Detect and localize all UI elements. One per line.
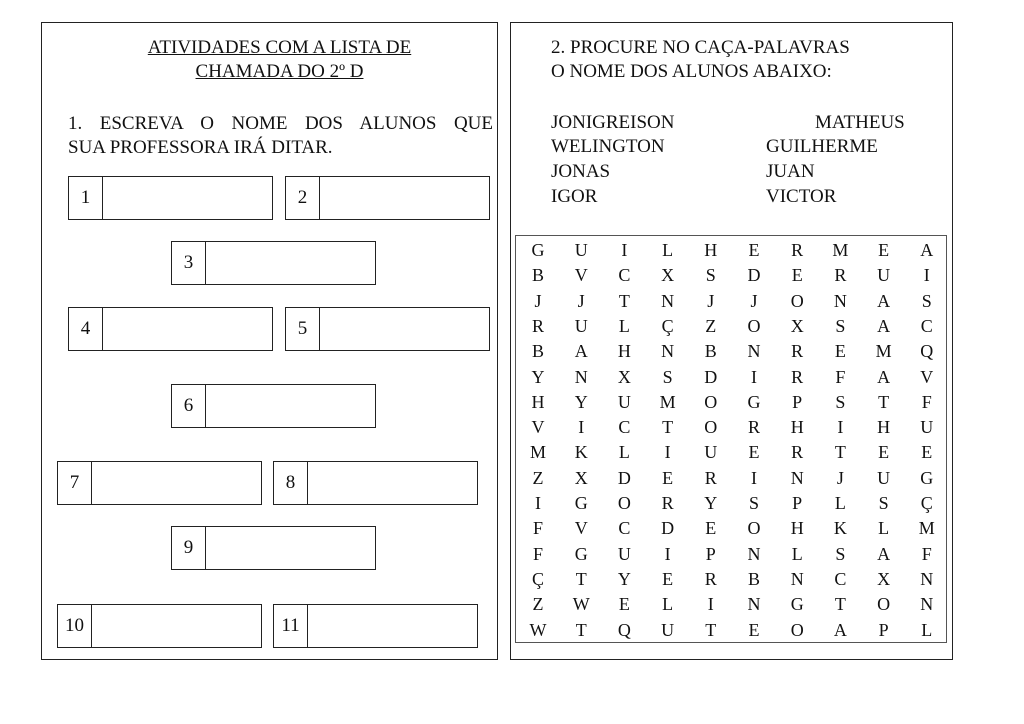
grid-letter[interactable]: R bbox=[704, 467, 717, 488]
answer-field[interactable] bbox=[92, 462, 261, 504]
grid-letter[interactable]: U bbox=[574, 315, 588, 336]
grid-letter[interactable]: J bbox=[750, 290, 758, 311]
grid-letter[interactable]: Z bbox=[532, 594, 544, 615]
grid-letter[interactable]: Y bbox=[617, 568, 631, 589]
student-name: MATHEUS bbox=[815, 112, 905, 133]
grid-letter[interactable]: A bbox=[833, 619, 847, 640]
grid-letter[interactable]: F bbox=[532, 518, 543, 539]
grid-letter[interactable]: G bbox=[574, 493, 588, 513]
grid-letter[interactable]: F bbox=[835, 366, 846, 387]
grid-letter[interactable]: O bbox=[704, 417, 718, 438]
grid-letter[interactable]: S bbox=[662, 366, 673, 387]
answer-field[interactable] bbox=[206, 385, 375, 427]
answer-box bbox=[57, 461, 262, 505]
grid-letter[interactable]: E bbox=[748, 442, 760, 463]
answer-field[interactable] bbox=[206, 242, 375, 284]
grid-letter[interactable]: P bbox=[792, 391, 803, 412]
grid-letter[interactable]: G bbox=[790, 594, 804, 615]
grid-letter[interactable]: Y bbox=[574, 391, 588, 412]
grid-letter[interactable]: R bbox=[747, 417, 760, 438]
grid-letter[interactable]: H bbox=[877, 417, 891, 438]
answer-box-number: 4 bbox=[69, 308, 103, 350]
grid-letter[interactable]: K bbox=[574, 442, 588, 463]
grid-letter[interactable]: O bbox=[704, 391, 718, 412]
answer-box bbox=[273, 461, 478, 505]
grid-letter[interactable]: E bbox=[878, 240, 890, 260]
grid-letter[interactable]: V bbox=[531, 417, 545, 438]
answer-box bbox=[68, 176, 273, 220]
grid-letter[interactable]: I bbox=[923, 265, 930, 286]
grid-letter[interactable]: R bbox=[791, 240, 804, 260]
grid-letter[interactable]: E bbox=[834, 341, 846, 362]
grid-letter[interactable]: E bbox=[748, 240, 760, 260]
grid-letter[interactable]: G bbox=[531, 240, 545, 260]
grid-letter[interactable]: G bbox=[747, 391, 761, 412]
answer-box-number: 7 bbox=[58, 462, 92, 504]
grid-letter[interactable]: T bbox=[834, 594, 846, 615]
grid-letter[interactable]: R bbox=[704, 568, 717, 589]
grid-letter[interactable]: U bbox=[661, 619, 675, 640]
instruction-1-line2: SUA PROFESSORA IRÁ DITAR. bbox=[68, 137, 333, 158]
grid-letter[interactable]: Ç bbox=[920, 493, 933, 513]
instruction-2-line2: O NOME DOS ALUNOS ABAIXO: bbox=[551, 61, 832, 82]
grid-letter[interactable]: H bbox=[790, 518, 804, 539]
answer-box bbox=[171, 241, 376, 285]
grid-letter[interactable]: M bbox=[832, 240, 849, 260]
grid-letter[interactable]: R bbox=[531, 315, 544, 336]
grid-letter[interactable]: A bbox=[574, 341, 588, 362]
grid-letter[interactable]: L bbox=[662, 594, 674, 615]
grid-letter[interactable]: O bbox=[617, 493, 631, 513]
grid-letter[interactable]: S bbox=[835, 391, 846, 412]
grid-letter[interactable]: E bbox=[921, 442, 933, 463]
grid-letter[interactable]: Y bbox=[704, 493, 718, 513]
grid-letter[interactable]: T bbox=[878, 391, 890, 412]
grid-letter[interactable]: U bbox=[704, 442, 718, 463]
grid-letter[interactable]: M bbox=[918, 518, 935, 539]
grid-letter[interactable]: L bbox=[834, 493, 846, 513]
grid-letter[interactable]: I bbox=[535, 493, 541, 513]
grid-letter[interactable]: M bbox=[529, 442, 546, 463]
grid-letter[interactable]: S bbox=[705, 265, 716, 286]
grid-letter[interactable]: T bbox=[662, 417, 674, 438]
grid-letter[interactable]: R bbox=[834, 265, 847, 286]
grid-letter[interactable]: O bbox=[877, 594, 891, 615]
grid-letter[interactable]: B bbox=[704, 341, 717, 362]
grid-letter[interactable]: N bbox=[747, 543, 761, 564]
grid-letter[interactable]: E bbox=[618, 594, 630, 615]
grid-letter[interactable]: U bbox=[617, 391, 631, 412]
grid-letter[interactable]: M bbox=[875, 341, 892, 362]
answer-box-number: 8 bbox=[274, 462, 308, 504]
grid-letter[interactable]: X bbox=[574, 467, 588, 488]
grid-letter[interactable]: E bbox=[662, 568, 674, 589]
grid-letter[interactable]: A bbox=[877, 366, 891, 387]
grid-letter[interactable]: Y bbox=[531, 366, 545, 387]
grid-letter[interactable]: A bbox=[877, 543, 891, 564]
grid-letter[interactable]: L bbox=[791, 543, 803, 564]
answer-box-number: 9 bbox=[172, 527, 206, 569]
grid-letter[interactable]: B bbox=[531, 341, 544, 362]
grid-letter[interactable]: N bbox=[661, 341, 675, 362]
grid-letter[interactable]: B bbox=[747, 568, 760, 589]
grid-letter[interactable]: I bbox=[664, 442, 671, 463]
grid-letter[interactable]: I bbox=[707, 594, 714, 615]
grid-letter[interactable]: N bbox=[661, 290, 675, 311]
grid-letter[interactable]: R bbox=[791, 341, 804, 362]
grid-letter[interactable]: C bbox=[834, 568, 847, 589]
answer-box bbox=[273, 604, 478, 648]
grid-letter[interactable]: T bbox=[705, 619, 717, 640]
worksheet-title-line2: CHAMADA DO 2º D bbox=[195, 61, 364, 82]
grid-letter[interactable]: E bbox=[705, 518, 717, 539]
grid-letter[interactable]: O bbox=[790, 619, 804, 640]
grid-letter[interactable]: U bbox=[617, 543, 631, 564]
grid-letter[interactable]: Q bbox=[617, 619, 631, 640]
grid-letter[interactable]: U bbox=[920, 417, 934, 438]
grid-letter[interactable]: R bbox=[791, 442, 804, 463]
answer-box-number: 6 bbox=[172, 385, 206, 427]
grid-letter[interactable]: M bbox=[659, 391, 676, 412]
student-name: VICTOR bbox=[766, 186, 837, 207]
grid-letter[interactable]: E bbox=[662, 467, 674, 488]
grid-letter[interactable]: V bbox=[920, 366, 934, 387]
grid-letter[interactable]: H bbox=[531, 391, 545, 412]
grid-letter[interactable]: Ç bbox=[661, 315, 674, 336]
grid-letter[interactable]: N bbox=[574, 366, 588, 387]
answer-box-number: 10 bbox=[58, 605, 92, 647]
student-name: GUILHERME bbox=[766, 136, 878, 157]
grid-letter[interactable]: I bbox=[751, 467, 757, 488]
grid-letter[interactable]: F bbox=[921, 391, 932, 412]
grid-letter[interactable]: X bbox=[790, 315, 804, 336]
grid-letter[interactable]: S bbox=[878, 493, 889, 513]
student-name: JONAS bbox=[551, 161, 611, 182]
grid-letter[interactable]: Z bbox=[532, 467, 544, 488]
student-name: IGOR bbox=[551, 186, 598, 207]
grid-letter[interactable]: S bbox=[835, 543, 846, 564]
grid-letter[interactable]: I bbox=[578, 417, 585, 438]
word-search-grid bbox=[515, 235, 947, 643]
answer-box-number: 3 bbox=[172, 242, 206, 284]
grid-letter[interactable]: N bbox=[920, 594, 934, 615]
grid-letter[interactable]: X bbox=[617, 366, 631, 387]
grid-letter[interactable]: S bbox=[921, 290, 932, 311]
grid-letter[interactable]: L bbox=[618, 315, 630, 336]
answer-field[interactable] bbox=[103, 177, 272, 219]
student-name: JUAN bbox=[766, 161, 815, 182]
grid-letter[interactable]: U bbox=[574, 240, 588, 260]
grid-letter[interactable]: C bbox=[618, 265, 631, 286]
grid-letter[interactable]: I bbox=[751, 366, 757, 387]
grid-letter[interactable]: I bbox=[621, 240, 628, 260]
grid-letter[interactable]: T bbox=[575, 568, 587, 589]
grid-letter[interactable]: L bbox=[618, 442, 630, 463]
answer-field[interactable] bbox=[206, 527, 375, 569]
grid-letter[interactable]: H bbox=[790, 417, 804, 438]
answer-box bbox=[285, 307, 490, 351]
grid-letter[interactable]: N bbox=[790, 467, 804, 488]
grid-letter[interactable]: C bbox=[618, 518, 631, 539]
student-name: WELINGTON bbox=[551, 136, 665, 157]
grid-letter[interactable]: J bbox=[836, 467, 844, 488]
grid-letter[interactable]: A bbox=[877, 290, 891, 311]
answer-box bbox=[285, 176, 490, 220]
grid-letter[interactable]: Ç bbox=[531, 568, 544, 589]
answer-box-number: 1 bbox=[69, 177, 103, 219]
grid-letter[interactable]: F bbox=[532, 543, 543, 564]
answer-box bbox=[68, 307, 273, 351]
grid-letter[interactable]: T bbox=[834, 442, 846, 463]
grid-letter[interactable]: I bbox=[837, 417, 844, 438]
grid-letter[interactable]: J bbox=[707, 290, 715, 311]
grid-letter[interactable]: N bbox=[747, 341, 761, 362]
grid-letter[interactable]: X bbox=[877, 568, 891, 589]
grid-letter[interactable]: N bbox=[920, 568, 934, 589]
grid-letter[interactable]: O bbox=[747, 518, 761, 539]
grid-letter[interactable]: W bbox=[572, 594, 590, 615]
grid-letter[interactable]: T bbox=[575, 619, 587, 640]
grid-letter[interactable]: N bbox=[747, 594, 761, 615]
answer-field[interactable] bbox=[320, 308, 489, 350]
answer-field[interactable] bbox=[320, 177, 489, 219]
grid-letter[interactable]: K bbox=[833, 518, 847, 539]
grid-letter[interactable]: X bbox=[661, 265, 675, 286]
grid-letter[interactable]: D bbox=[747, 265, 761, 286]
grid-letter[interactable]: H bbox=[617, 341, 631, 362]
grid-letter[interactable]: P bbox=[878, 619, 889, 640]
grid-letter[interactable]: R bbox=[661, 493, 674, 513]
grid-letter[interactable]: O bbox=[747, 315, 761, 336]
grid-letter[interactable]: R bbox=[791, 366, 804, 387]
grid-letter[interactable]: W bbox=[529, 619, 547, 640]
grid-letter[interactable]: J bbox=[577, 290, 585, 311]
grid-letter[interactable]: L bbox=[878, 518, 890, 539]
answer-field[interactable] bbox=[92, 605, 261, 647]
grid-letter[interactable]: P bbox=[705, 543, 716, 564]
grid-letter[interactable]: F bbox=[921, 543, 932, 564]
grid-letter[interactable]: D bbox=[661, 518, 675, 539]
grid-letter[interactable]: Q bbox=[920, 341, 934, 362]
grid-letter[interactable]: P bbox=[792, 493, 803, 513]
grid-letter[interactable]: C bbox=[920, 315, 933, 336]
grid-letter[interactable]: U bbox=[877, 265, 891, 286]
answer-field[interactable] bbox=[103, 308, 272, 350]
grid-letter[interactable]: L bbox=[662, 240, 674, 260]
grid-letter[interactable]: D bbox=[617, 467, 631, 488]
grid-letter[interactable]: Z bbox=[705, 315, 717, 336]
grid-letter[interactable]: B bbox=[531, 265, 544, 286]
answer-field[interactable] bbox=[308, 462, 477, 504]
grid-letter[interactable]: T bbox=[618, 290, 630, 311]
grid-letter[interactable]: D bbox=[704, 366, 718, 387]
answer-box bbox=[171, 384, 376, 428]
answer-box bbox=[57, 604, 262, 648]
answer-box-number: 11 bbox=[274, 605, 308, 647]
grid-letter[interactable]: C bbox=[618, 417, 631, 438]
grid-letter[interactable]: G bbox=[920, 467, 934, 488]
grid-letter[interactable]: N bbox=[833, 290, 847, 311]
answer-box bbox=[171, 526, 376, 570]
grid-letter[interactable]: U bbox=[877, 467, 891, 488]
grid-letter[interactable]: E bbox=[748, 619, 760, 640]
student-name: JONIGREISON bbox=[551, 112, 675, 133]
grid-letter[interactable]: L bbox=[921, 619, 933, 640]
worksheet-title-line1: ATIVIDADES COM A LISTA DE bbox=[147, 37, 412, 58]
instruction-1-line1: 1. ESCREVA O NOME DOS ALUNOS QUE bbox=[68, 113, 493, 134]
grid-letter[interactable]: I bbox=[664, 543, 671, 564]
grid-letter[interactable]: O bbox=[790, 290, 804, 311]
grid-letter[interactable]: E bbox=[878, 442, 890, 463]
grid-letter[interactable]: S bbox=[748, 493, 759, 513]
grid-letter[interactable]: V bbox=[574, 265, 588, 286]
answer-box-number: 2 bbox=[286, 177, 320, 219]
answer-box-number: 5 bbox=[286, 308, 320, 350]
grid-letter[interactable]: N bbox=[790, 568, 804, 589]
grid-letter[interactable]: A bbox=[877, 315, 891, 336]
grid-letter[interactable]: J bbox=[534, 290, 542, 311]
instruction-2-line1: 2. PROCURE NO CAÇA-PALAVRAS bbox=[551, 37, 850, 58]
grid-letter[interactable]: G bbox=[574, 543, 588, 564]
grid-letter[interactable]: E bbox=[791, 265, 803, 286]
grid-letter[interactable]: V bbox=[574, 518, 588, 539]
answer-field[interactable] bbox=[308, 605, 477, 647]
grid-letter[interactable]: S bbox=[835, 315, 846, 336]
grid-letter[interactable]: H bbox=[704, 240, 718, 260]
grid-letter[interactable]: A bbox=[920, 240, 934, 260]
